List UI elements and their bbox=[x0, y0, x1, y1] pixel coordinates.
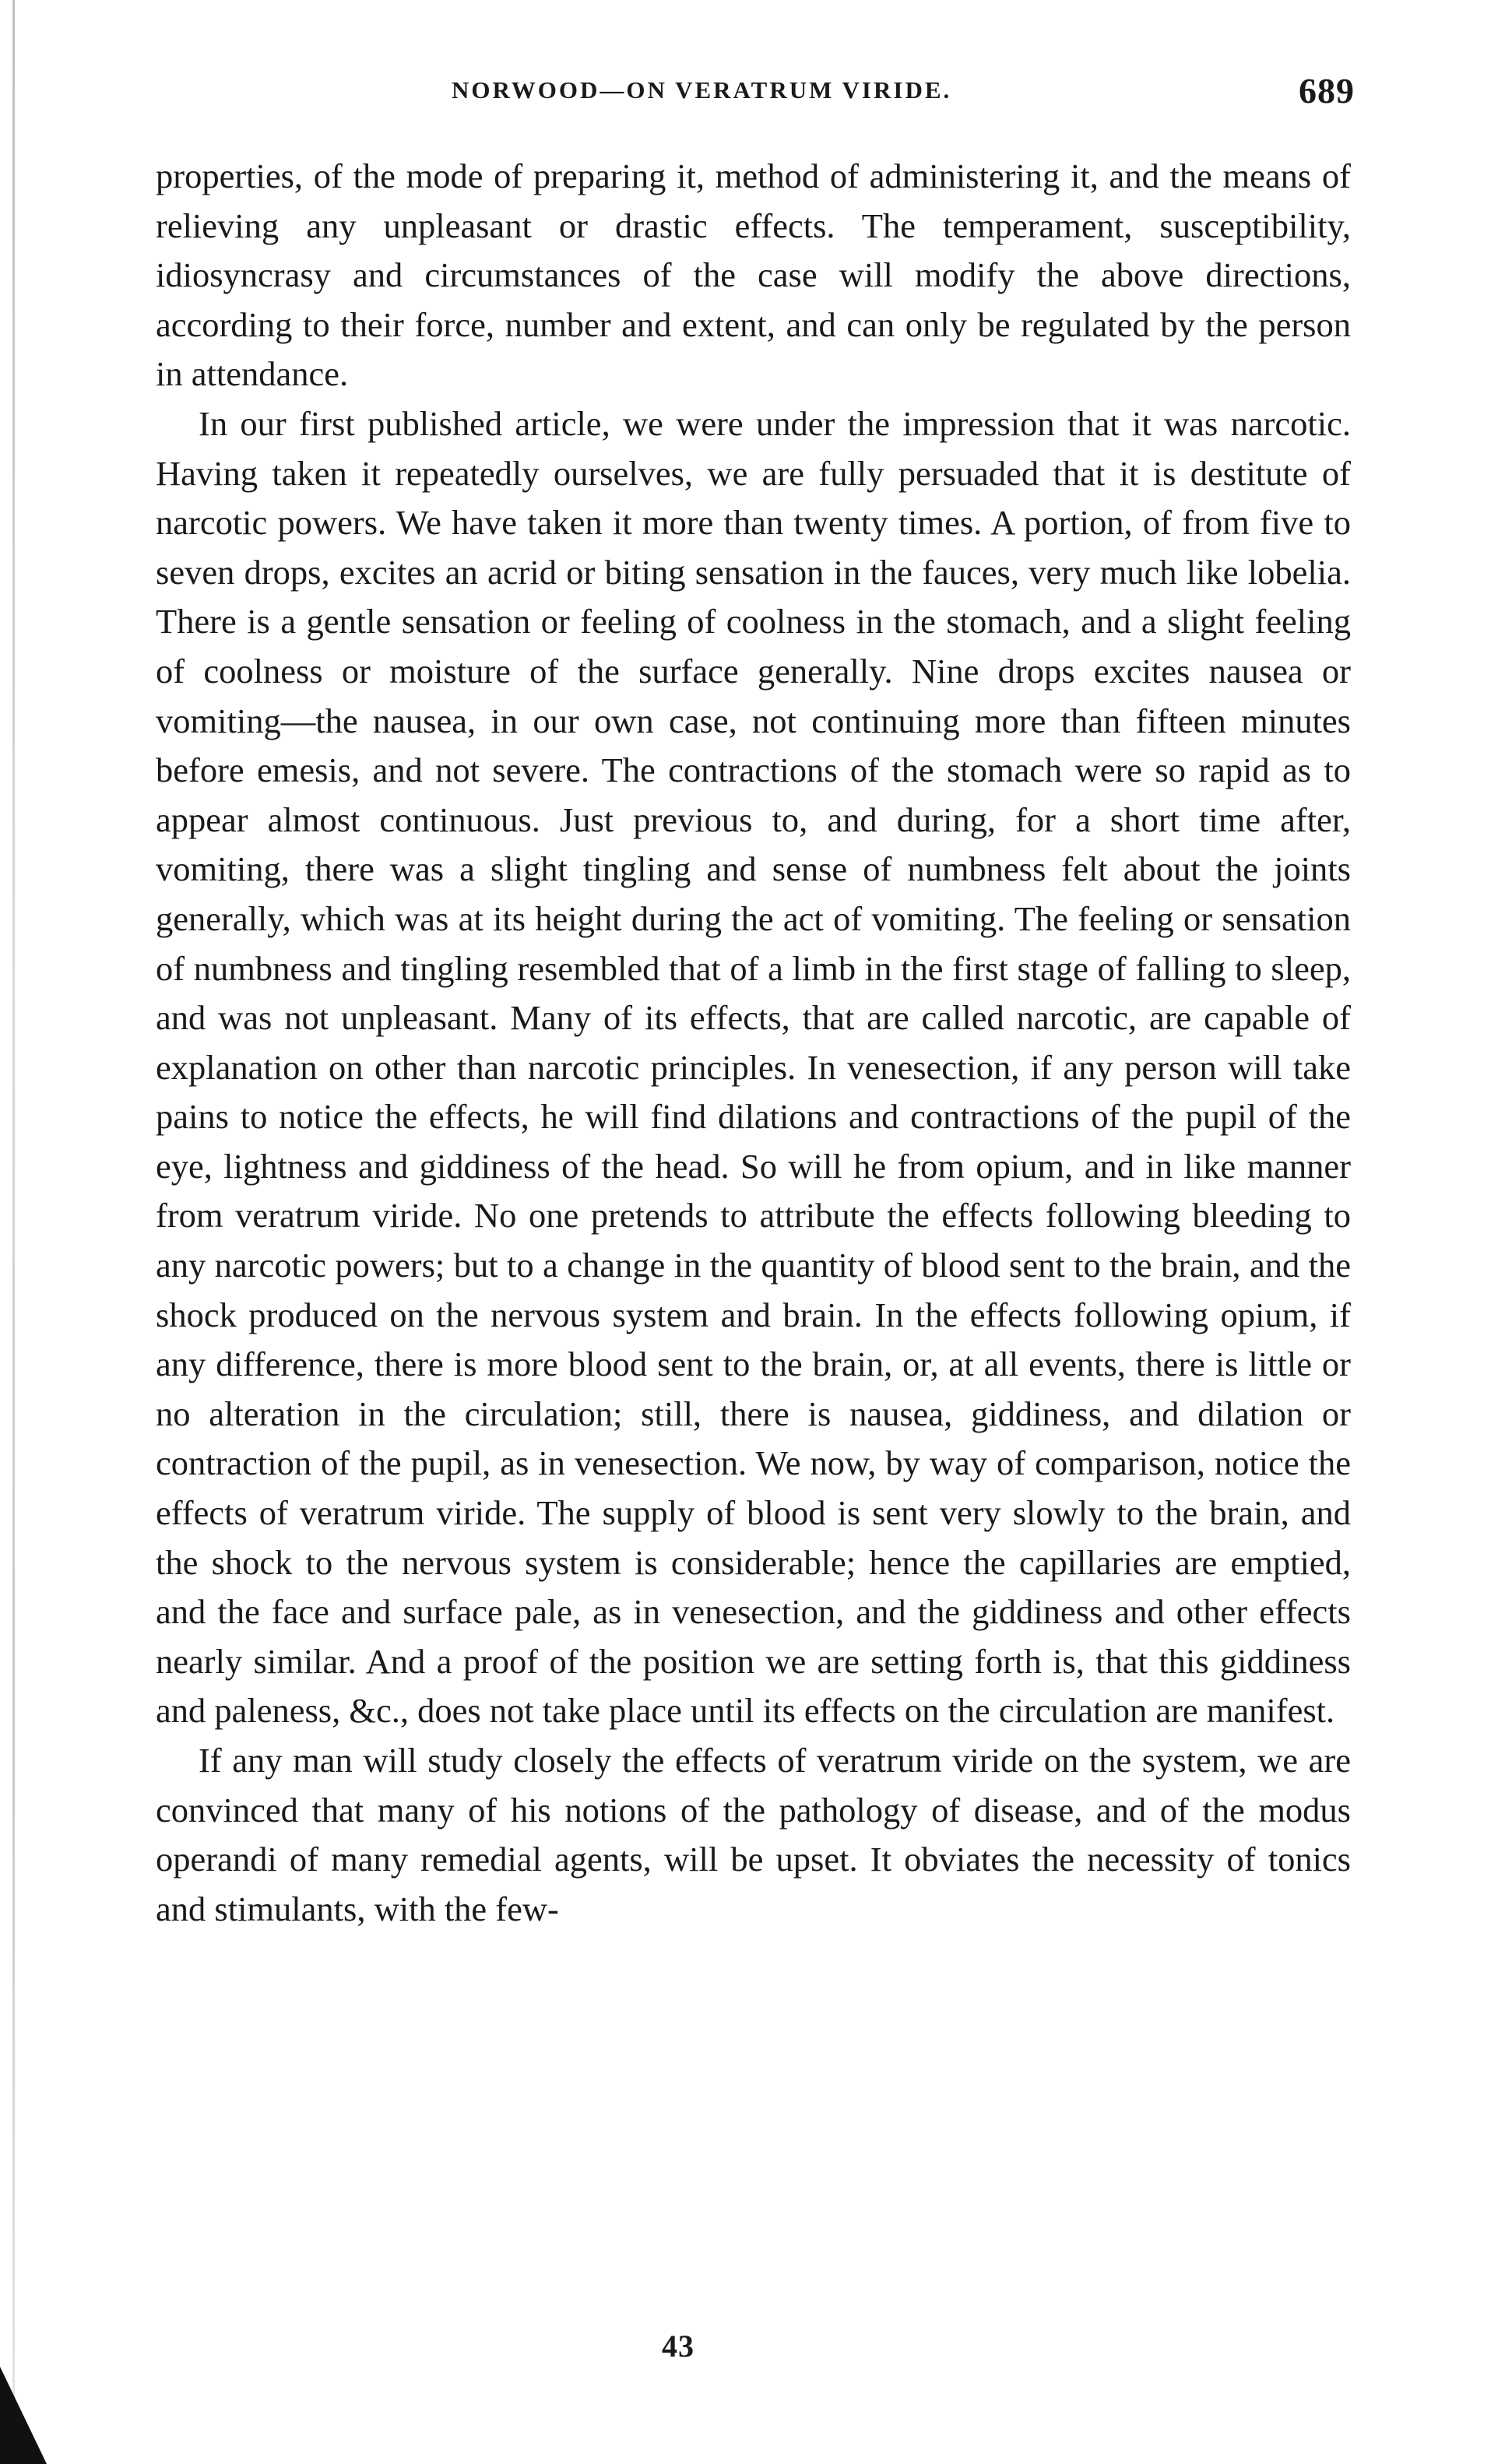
running-head bbox=[156, 70, 1363, 117]
paragraph-narcotic: In our first published article, we were under the impression that it was narcotic. Having taken it repeatedly ourselves, we are fully persuaded that it is destitute of narcotic powers. We have taken it more than twenty times. A portion, of from five to seven drops, excites an acrid or biting sensation in the fauces, very much like lobelia. There is a gentle sensation or feeling of coolness in the stomach, and a slight feeling of coolness or moisture of the surface generally. Nine drops excites nausea or vomiting—the nausea, in our own case, not continuing more than fifteen minutes before emesis, and not severe. The contractions of the stomach were so rapid as to appear almost continuous. Just previous to, and during, for a short time after, vomiting, there was a slight tingling and sense of numbness felt about the joints generally, which was at its height during the act of vomiting. The feeling or sensation of numbness and tingling resembled that of a limb in the first stage of falling to sleep, and was not unpleasant. Many of its effects, that are called narcotic, are capable of explanation on other than narcotic principles. In venesection, if any person will take pains to notice the effects, he will find dilations and contractions of the pupil of the eye, lightness and giddiness of the head. So will he from opium, and in like manner from veratrum viride. No one pretends to attribute the effects following bleeding to any narcotic powers; but to a change in the quantity of blood sent to the brain, and the shock produced on the nervous system and brain. In the effects following opium, if any difference, there is more blood sent to the brain, or, at all events, there is little or no alteration in the circulation; still, there is nausea, giddiness, and dilation or contraction of the pupil, as in venesection. We now, by way of comparison, notice the effects of veratrum viride. The supply of blood is sent very slowly to the brain, and the shock to the nervous system is considerable; hence the capillaries are emptied, and the face and surface pale, as in venesection, and the giddiness and other effects nearly similar. And a proof of the position we are setting forth is, that this giddiness and paleness, &c., does not take place until its effects on the circulation are manifest. bbox=[156, 403, 1351, 1731]
page-corner-mark bbox=[0, 2367, 47, 2464]
running-head-title: NORWOOD—ON VERATRUM VIRIDE. bbox=[452, 76, 952, 104]
body-text bbox=[156, 152, 1351, 1934]
page-number: 689 bbox=[1299, 71, 1355, 111]
paragraph-study: If any man will study closely the effects of veratrum viride on the system, we are convinced that many of his notions of the pathology of disease, and of the modus operandi of many remedial agents, will be upset. It obviates the necessity of tonics and stimulants, with the few- bbox=[156, 1741, 1351, 1928]
signature-mark: 43 bbox=[662, 2329, 694, 2364]
paragraph-continued: properties, of the mode of preparing it, method of administering it, and the means of relieving any unpleasant or drastic effects. The temperament, susceptibility, idiosyncrasy and circumstances of the case will modify the above directions, according to their force, number and extent, and can only be regulated by the person in attendance. bbox=[156, 156, 1351, 394]
binding-shadow bbox=[12, 0, 15, 2464]
